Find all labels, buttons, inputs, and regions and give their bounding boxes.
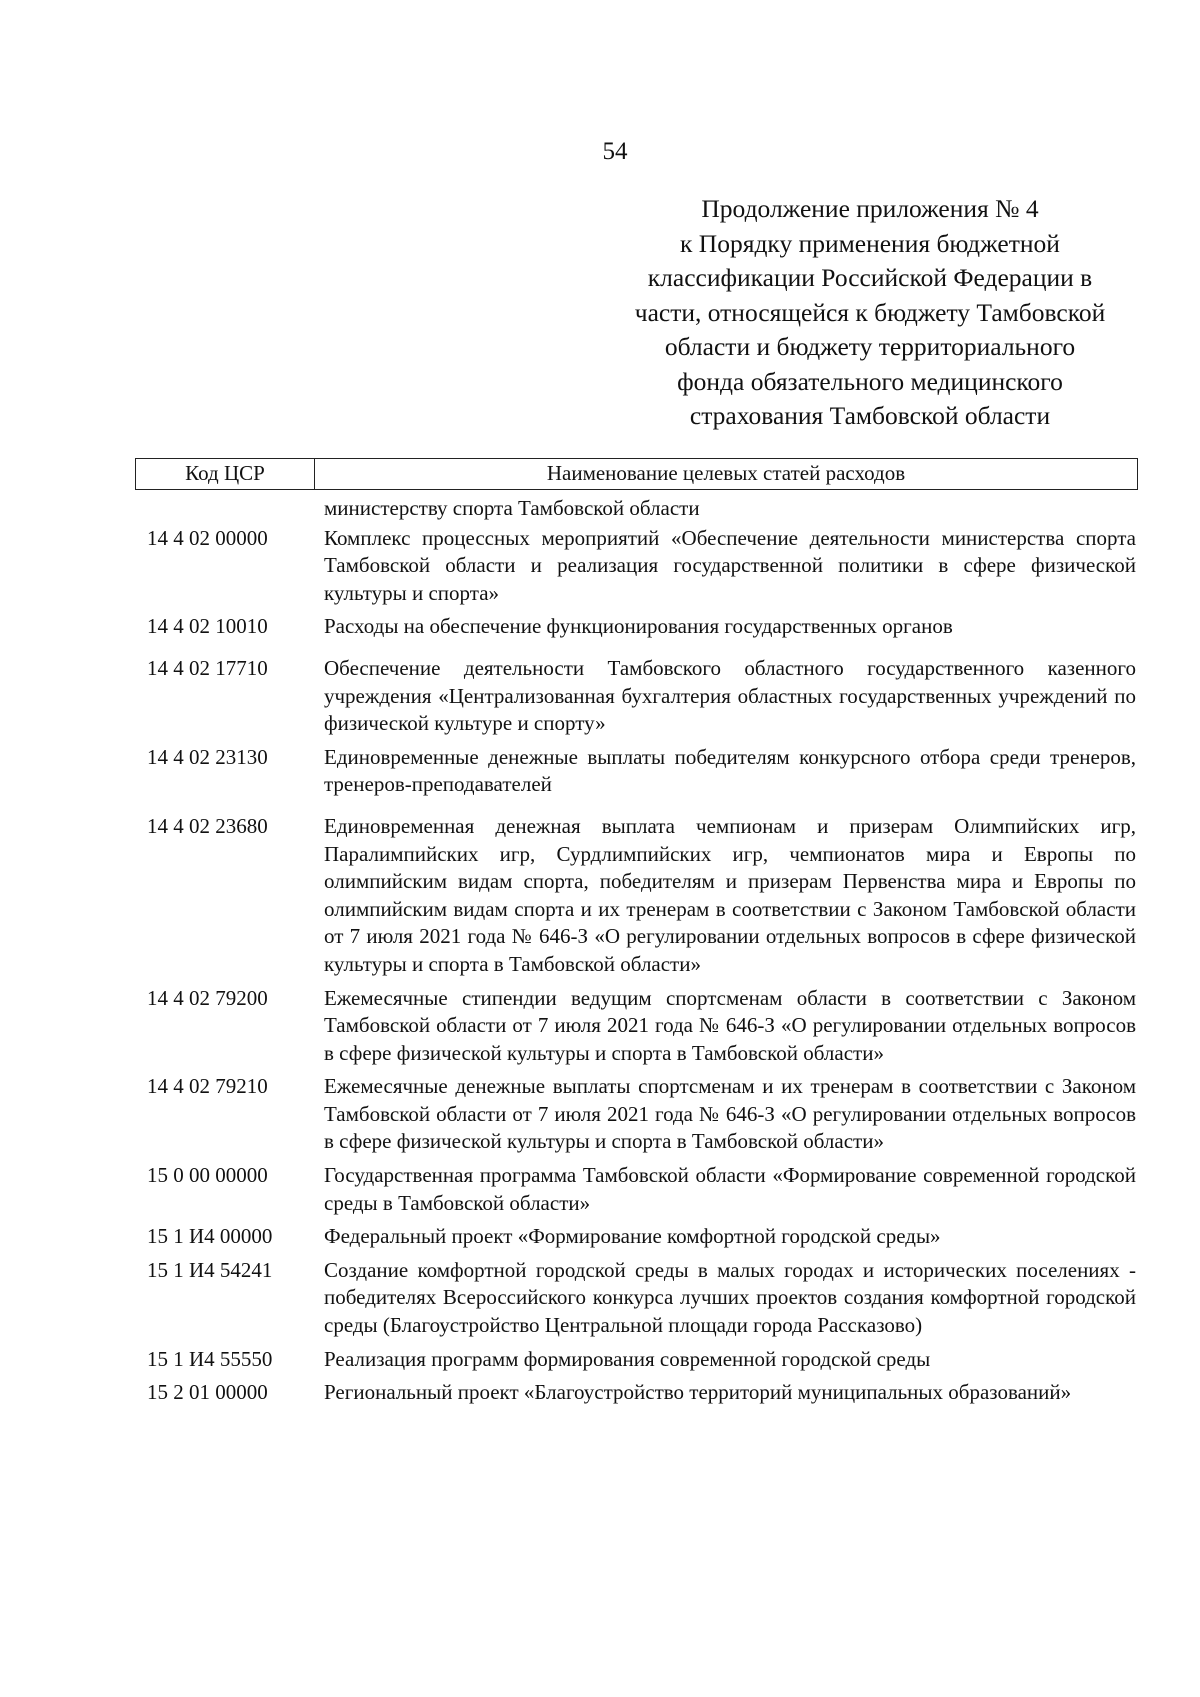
row-name: Ежемесячные денежные выплаты спортсменам и их тренерам в соответствии с Законом Тамбовской области от 7 июля 2021 года № 646-З «О регулировании отдельных вопросов в сфере физической культуры и спорта в Тамбовской области» [324,1074,1136,1154]
row-name: Расходы на обеспечение функционирования государственных органов [324,614,953,639]
row-code: 15 2 01 00000 [147,1380,268,1405]
heading-line: фонда обязательного медицинского [677,366,1063,396]
appendix-heading [600,192,1140,434]
row-name: Комплекс процессных мероприятий «Обеспечение деятельности министерства спорта Тамбовской области и реализация государственной политики в сфере физической культуры и спорта» [324,525,1136,605]
heading-line: области и бюджету территориального [664,332,1076,361]
row-name: Государственная программа Тамбовской области «Формирование современной городской среды в Тамбовской области» [324,1163,1136,1215]
row-code: 15 0 00 00000 [147,1163,268,1188]
row-name: Единовременные денежные выплаты победителям конкурсного отбора среди тренеров, тренеров-преподавателей [324,744,1136,797]
row-name: Реализация программ формирования современной городской среды [324,1346,931,1371]
table-row [135,985,1138,1068]
page-number: 54 [602,138,628,165]
row-code: 14 4 02 79200 [147,985,268,1010]
row-name: министерству спорта Тамбовской области [324,496,700,520]
row-name: Единовременная денежная выплата чемпионам и призерам Олимпийских игр, Паралимпийских игр, Сурдлимпийских игр, чемпионатов мира и Европы по олимпийским видам спорта, победителям и призерам Первенства мира и Европы по олимпийским видам спорта и их тренерам в соответствии с Законом Тамбовской области от 7 июля 2021 года № 646-З «О регулировании отдельных вопросов в сфере физической культуры и спорта в Тамбовской области» [324,813,1136,976]
row-code: 15 1 И4 00000 [147,1224,273,1249]
heading-line: классификации Российской Федерации в [647,263,1093,292]
table-row [135,613,1138,641]
table-row [135,1162,1138,1217]
table-row [135,1073,1138,1156]
table-row [135,655,1138,738]
table-row [135,525,1138,608]
heading-line: к Порядку применения бюджетной [680,228,1060,258]
table-row [135,1346,1138,1374]
row-code: 14 4 02 23130 [147,744,268,769]
heading-line: части, относящейся к бюджету Тамбовской [634,297,1106,327]
heading-line: страхования Тамбовской области [689,401,1051,430]
table-row [135,1223,1138,1251]
row-code: 14 4 02 23680 [147,813,268,838]
row-name: Ежемесячные стипендии ведущим спортсменам области в соответствии с Законом Тамбовской области от 7 июля 2021 года № 646-З «О регулировании отдельных вопросов в сфере физической культуры и спорта в Тамбовской области» [324,985,1136,1065]
row-code: 14 4 02 79210 [147,1074,268,1099]
table-row [135,1379,1138,1407]
row-code: 14 4 02 10010 [147,614,268,639]
table-row [135,1257,1138,1340]
column-header-name: Наименование целевых статей расходов [546,461,906,485]
row-name: Обеспечение деятельности Тамбовского областного государственного казенного учреждения «Централизованная бухгалтерия областных государственных учреждений по физической культуре и спорту» [324,655,1136,736]
row-code: 14 4 02 17710 [147,655,268,680]
column-header-code: Код ЦСР [136,459,315,489]
heading-line: Продолжение приложения № 4 [701,194,1039,223]
row-code: 15 1 И4 54241 [147,1257,273,1282]
row-name: Региональный проект «Благоустройство территорий муниципальных образований» [324,1380,1072,1405]
row-name: Федеральный проект «Формирование комфортной городской среды» [324,1224,941,1249]
table-row [135,744,1138,799]
expense-items-table [135,495,1138,1413]
row-code: 15 1 И4 55550 [147,1346,273,1371]
table-header [135,458,1138,490]
row-code [135,495,318,523]
row-name: Создание комфортной городской среды в малых городах и исторических поселениях - победителях Всероссийского конкурса лучших проектов создания комфортной городской среды (Благоустройство Центральной площади города Рассказово) [324,1257,1136,1338]
table-row [135,813,1138,979]
table-row [135,495,1138,523]
row-code: 14 4 02 00000 [147,525,268,550]
